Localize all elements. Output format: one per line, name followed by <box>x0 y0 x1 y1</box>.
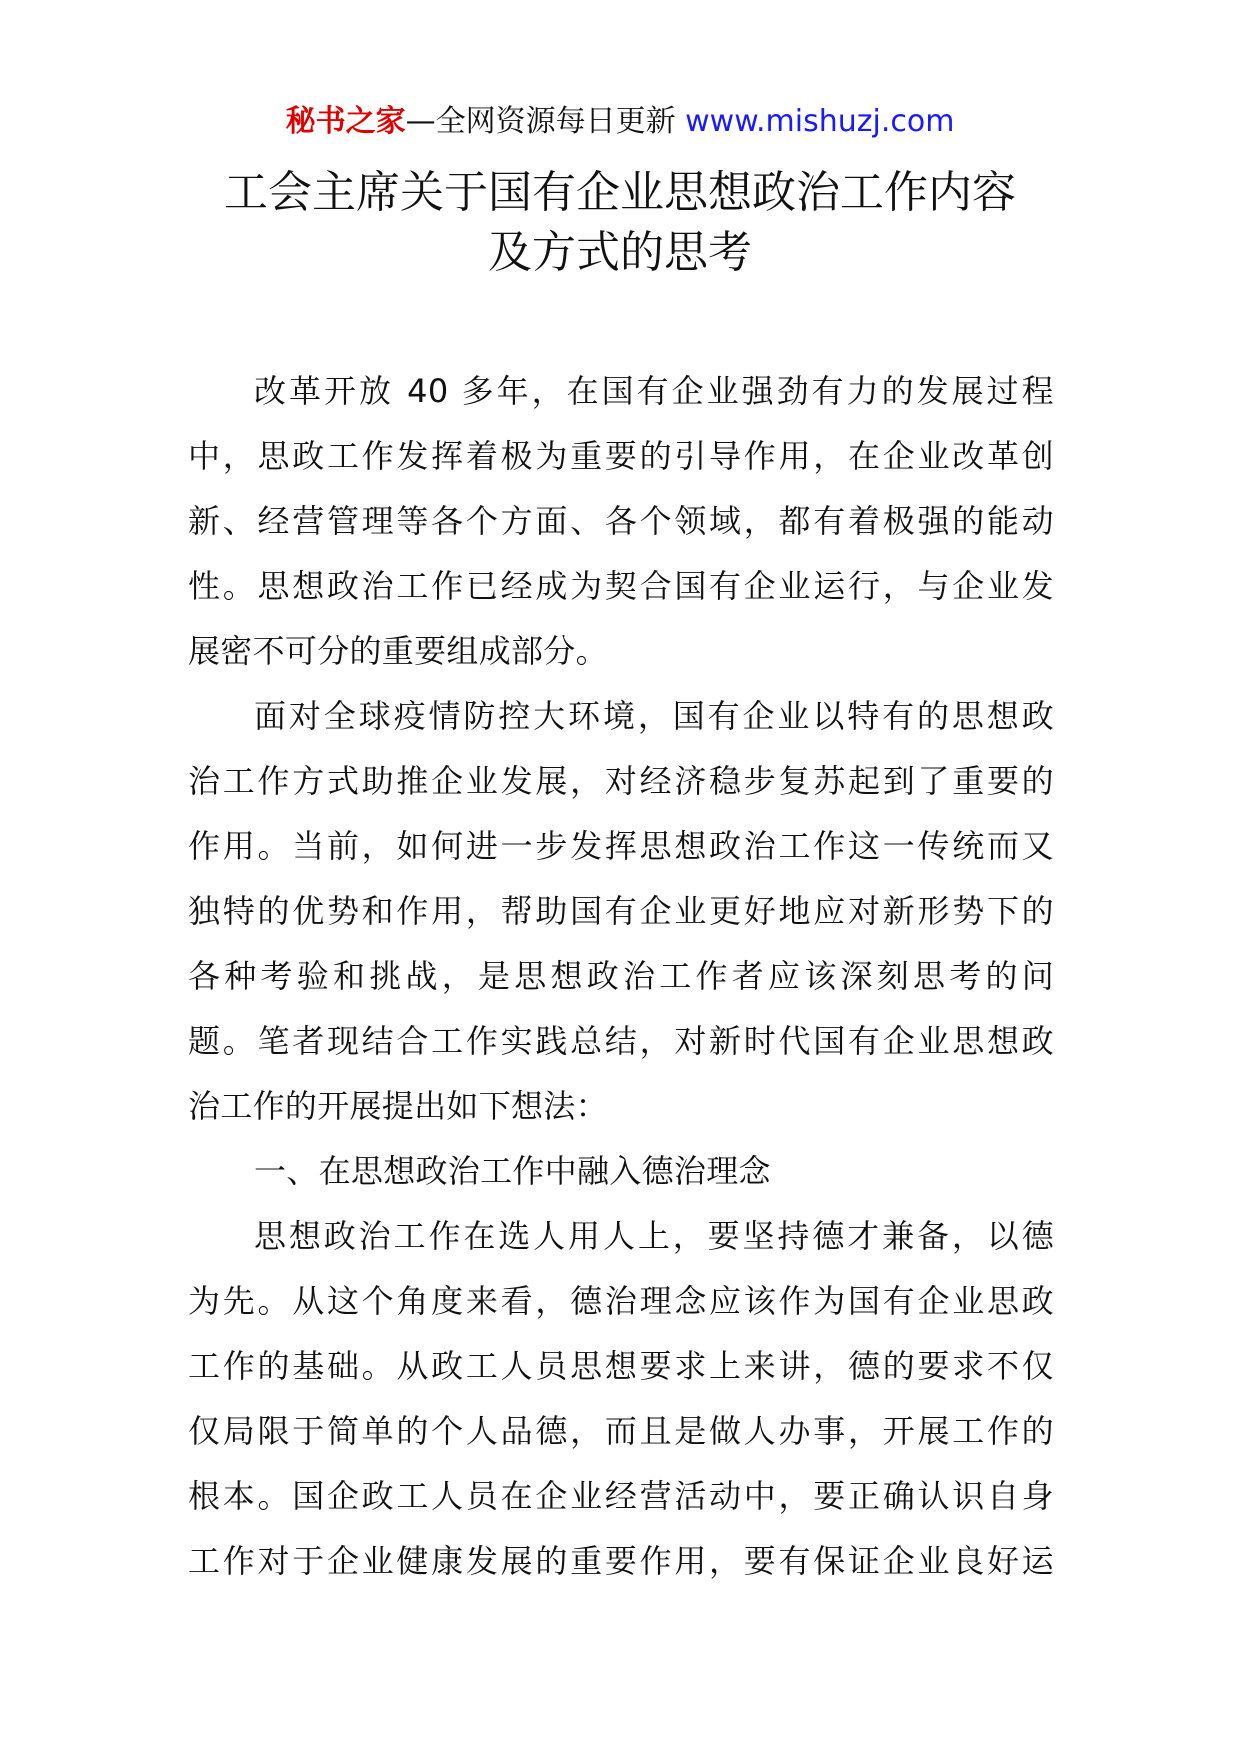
body-line: 性。思想政治工作已经成为契合国有企业运行，与企业发 <box>188 567 1054 605</box>
body-line: 仅局限于简单的个人品德，而且是做人办事，开展工作的 <box>188 1412 1054 1450</box>
body-line: 治工作方式助推企业发展，对经济稳步复苏起到了重要的 <box>188 762 1054 800</box>
document-title-line-1: 工会主席关于国有企业思想政治工作内容 <box>224 167 1016 218</box>
body-line: 面对全球疫情防控大环境，国有企业以特有的思想政 <box>254 697 1054 735</box>
body-line: 工作对于企业健康发展的重要作用，要有保证企业良好运 <box>188 1542 1054 1580</box>
body-line: 工作的基础。从政工人员思想要求上来讲，德的要求不仅 <box>188 1347 1054 1385</box>
site-url-link[interactable]: www.mishuzj.com <box>685 104 955 139</box>
document-title <box>150 163 1090 283</box>
section-heading: 一、在思想政治工作中融入德治理念 <box>254 1152 771 1190</box>
body-line: 改革开放 40 多年，在国有企业强劲有力的发展过程 <box>254 372 1054 410</box>
body-line: 新、经营管理等各个方面、各个领域，都有着极强的能动 <box>188 502 1054 540</box>
body-line: 各种考验和挑战，是思想政治工作者应该深刻思考的问 <box>188 957 1054 995</box>
body-line: 展密不可分的重要组成部分。 <box>188 632 608 670</box>
site-tagline: —全网资源每日更新 <box>405 104 676 139</box>
body-line: 独特的优势和作用，帮助国有企业更好地应对新形势下的 <box>188 892 1054 930</box>
body-line: 思想政治工作在选人用人上，要坚持德才兼备，以德 <box>254 1217 1054 1255</box>
site-header <box>0 102 1240 142</box>
body-line: 治工作的开展提出如下想法： <box>188 1087 608 1125</box>
site-brand: 秘书之家 <box>285 104 406 139</box>
body-line: 根本。国企政工人员在企业经营活动中，要正确认识自身 <box>188 1477 1054 1515</box>
document-body <box>188 359 1054 1594</box>
body-line: 题。笔者现结合工作实践总结，对新时代国有企业思想政 <box>188 1022 1054 1060</box>
body-line: 作用。当前，如何进一步发挥思想政治工作这一传统而又 <box>188 827 1054 865</box>
body-line: 中，思政工作发挥着极为重要的引导作用，在企业改革创 <box>188 437 1054 475</box>
document-title-line-2: 及方式的思考 <box>488 227 752 278</box>
body-line: 为先。从这个角度来看，德治理念应该作为国有企业思政 <box>188 1282 1054 1320</box>
